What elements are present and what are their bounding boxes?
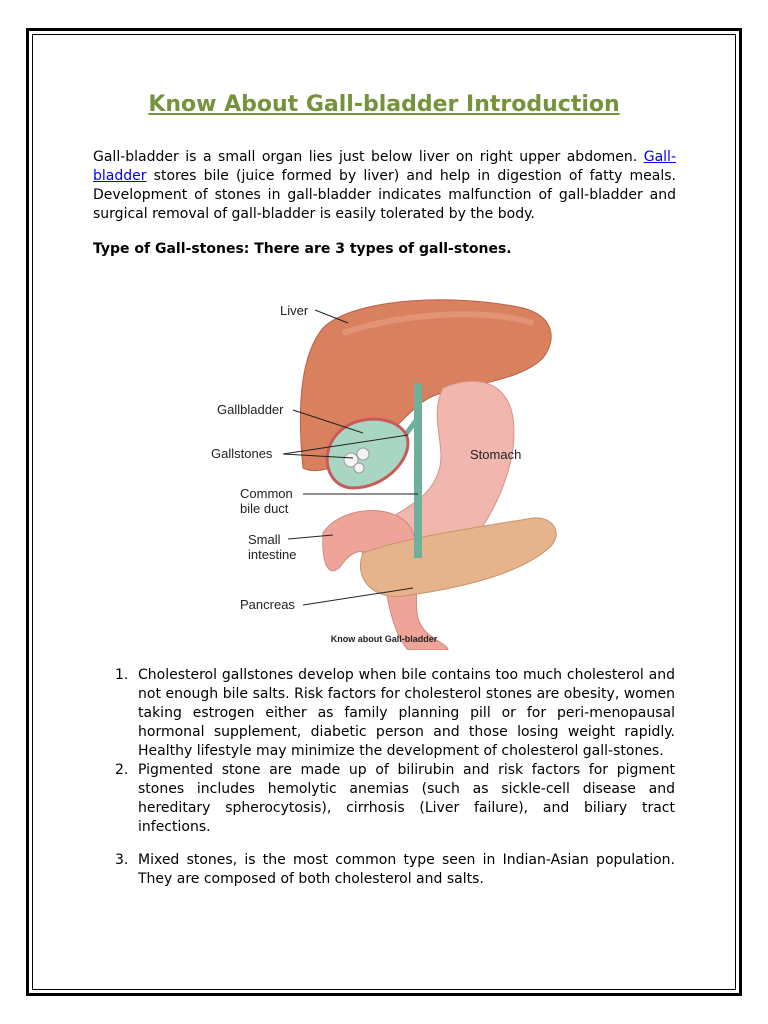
gallstone-icon [357, 448, 369, 460]
label-small-intestine-line2: intestine [248, 547, 297, 562]
intro-text-start: Gall-bladder is a small organ lies just below liver on right upper abdomen. [93, 149, 644, 165]
list-item [93, 666, 675, 761]
intro-text-end: stores bile (juice formed by liver) and help in digestion of fatty meals. Development of stones in gall-bladder indicates malfunction of gall-bladder and surgical removal of gall-bladder is easily tolerated by the body. [93, 168, 676, 222]
list-item [93, 761, 675, 837]
intro-paragraph [93, 148, 676, 224]
label-gallbladder: Gallbladder [217, 402, 284, 417]
label-stomach: Stomach [470, 447, 522, 462]
gallstone-types-list [93, 666, 675, 889]
label-small-intestine-line1: Small [248, 532, 281, 547]
label-common-bile-duct-line2: bile duct [240, 501, 289, 516]
label-liver: Liver [280, 303, 309, 318]
label-pancreas: Pancreas [240, 597, 295, 612]
gallstone-types-heading: Type of Gall-stones: There are 3 types of gall-stones. [93, 241, 512, 257]
list-item-number: 2. [115, 762, 129, 778]
gallstone-icon [354, 463, 364, 473]
gall-bladder-link[interactable]: Gall-bladder [93, 149, 676, 184]
list-item-text: Cholesterol gallstones develop when bile contains too much cholesterol and not enough bile salts. Risk factors for cholesterol stones are obesity, women taking estrogen either as family planning pill or for peri-menopausal hormonal supplement, diabetic person and those losing weight rapidly. Healthy lifestyle may minimize the development of cholesterol gall-stones. [138, 667, 675, 759]
list-item-number: 1. [115, 667, 129, 683]
label-common-bile-duct-line1: Common [240, 486, 293, 501]
figure-caption: Know about Gall-bladder [330, 634, 438, 644]
list-item-text: Mixed stones, is the most common type seen in Indian-Asian population. They are composed of both cholesterol and salts. [138, 852, 675, 887]
list-item [93, 851, 675, 889]
page-title: Know About Gall-bladder Introduction [148, 92, 620, 117]
gallbladder-anatomy-diagram [203, 288, 565, 650]
list-item-number: 3. [115, 852, 129, 868]
list-item-text: Pigmented stone are made up of bilirubin and risk factors for pigment stones includes hemolytic anemias (such as sickle-cell disease and hereditary spherocytosis), cirrhosis (Liver failure), and biliary tract infections. [138, 762, 675, 835]
label-gallstones: Gallstones [211, 446, 273, 461]
